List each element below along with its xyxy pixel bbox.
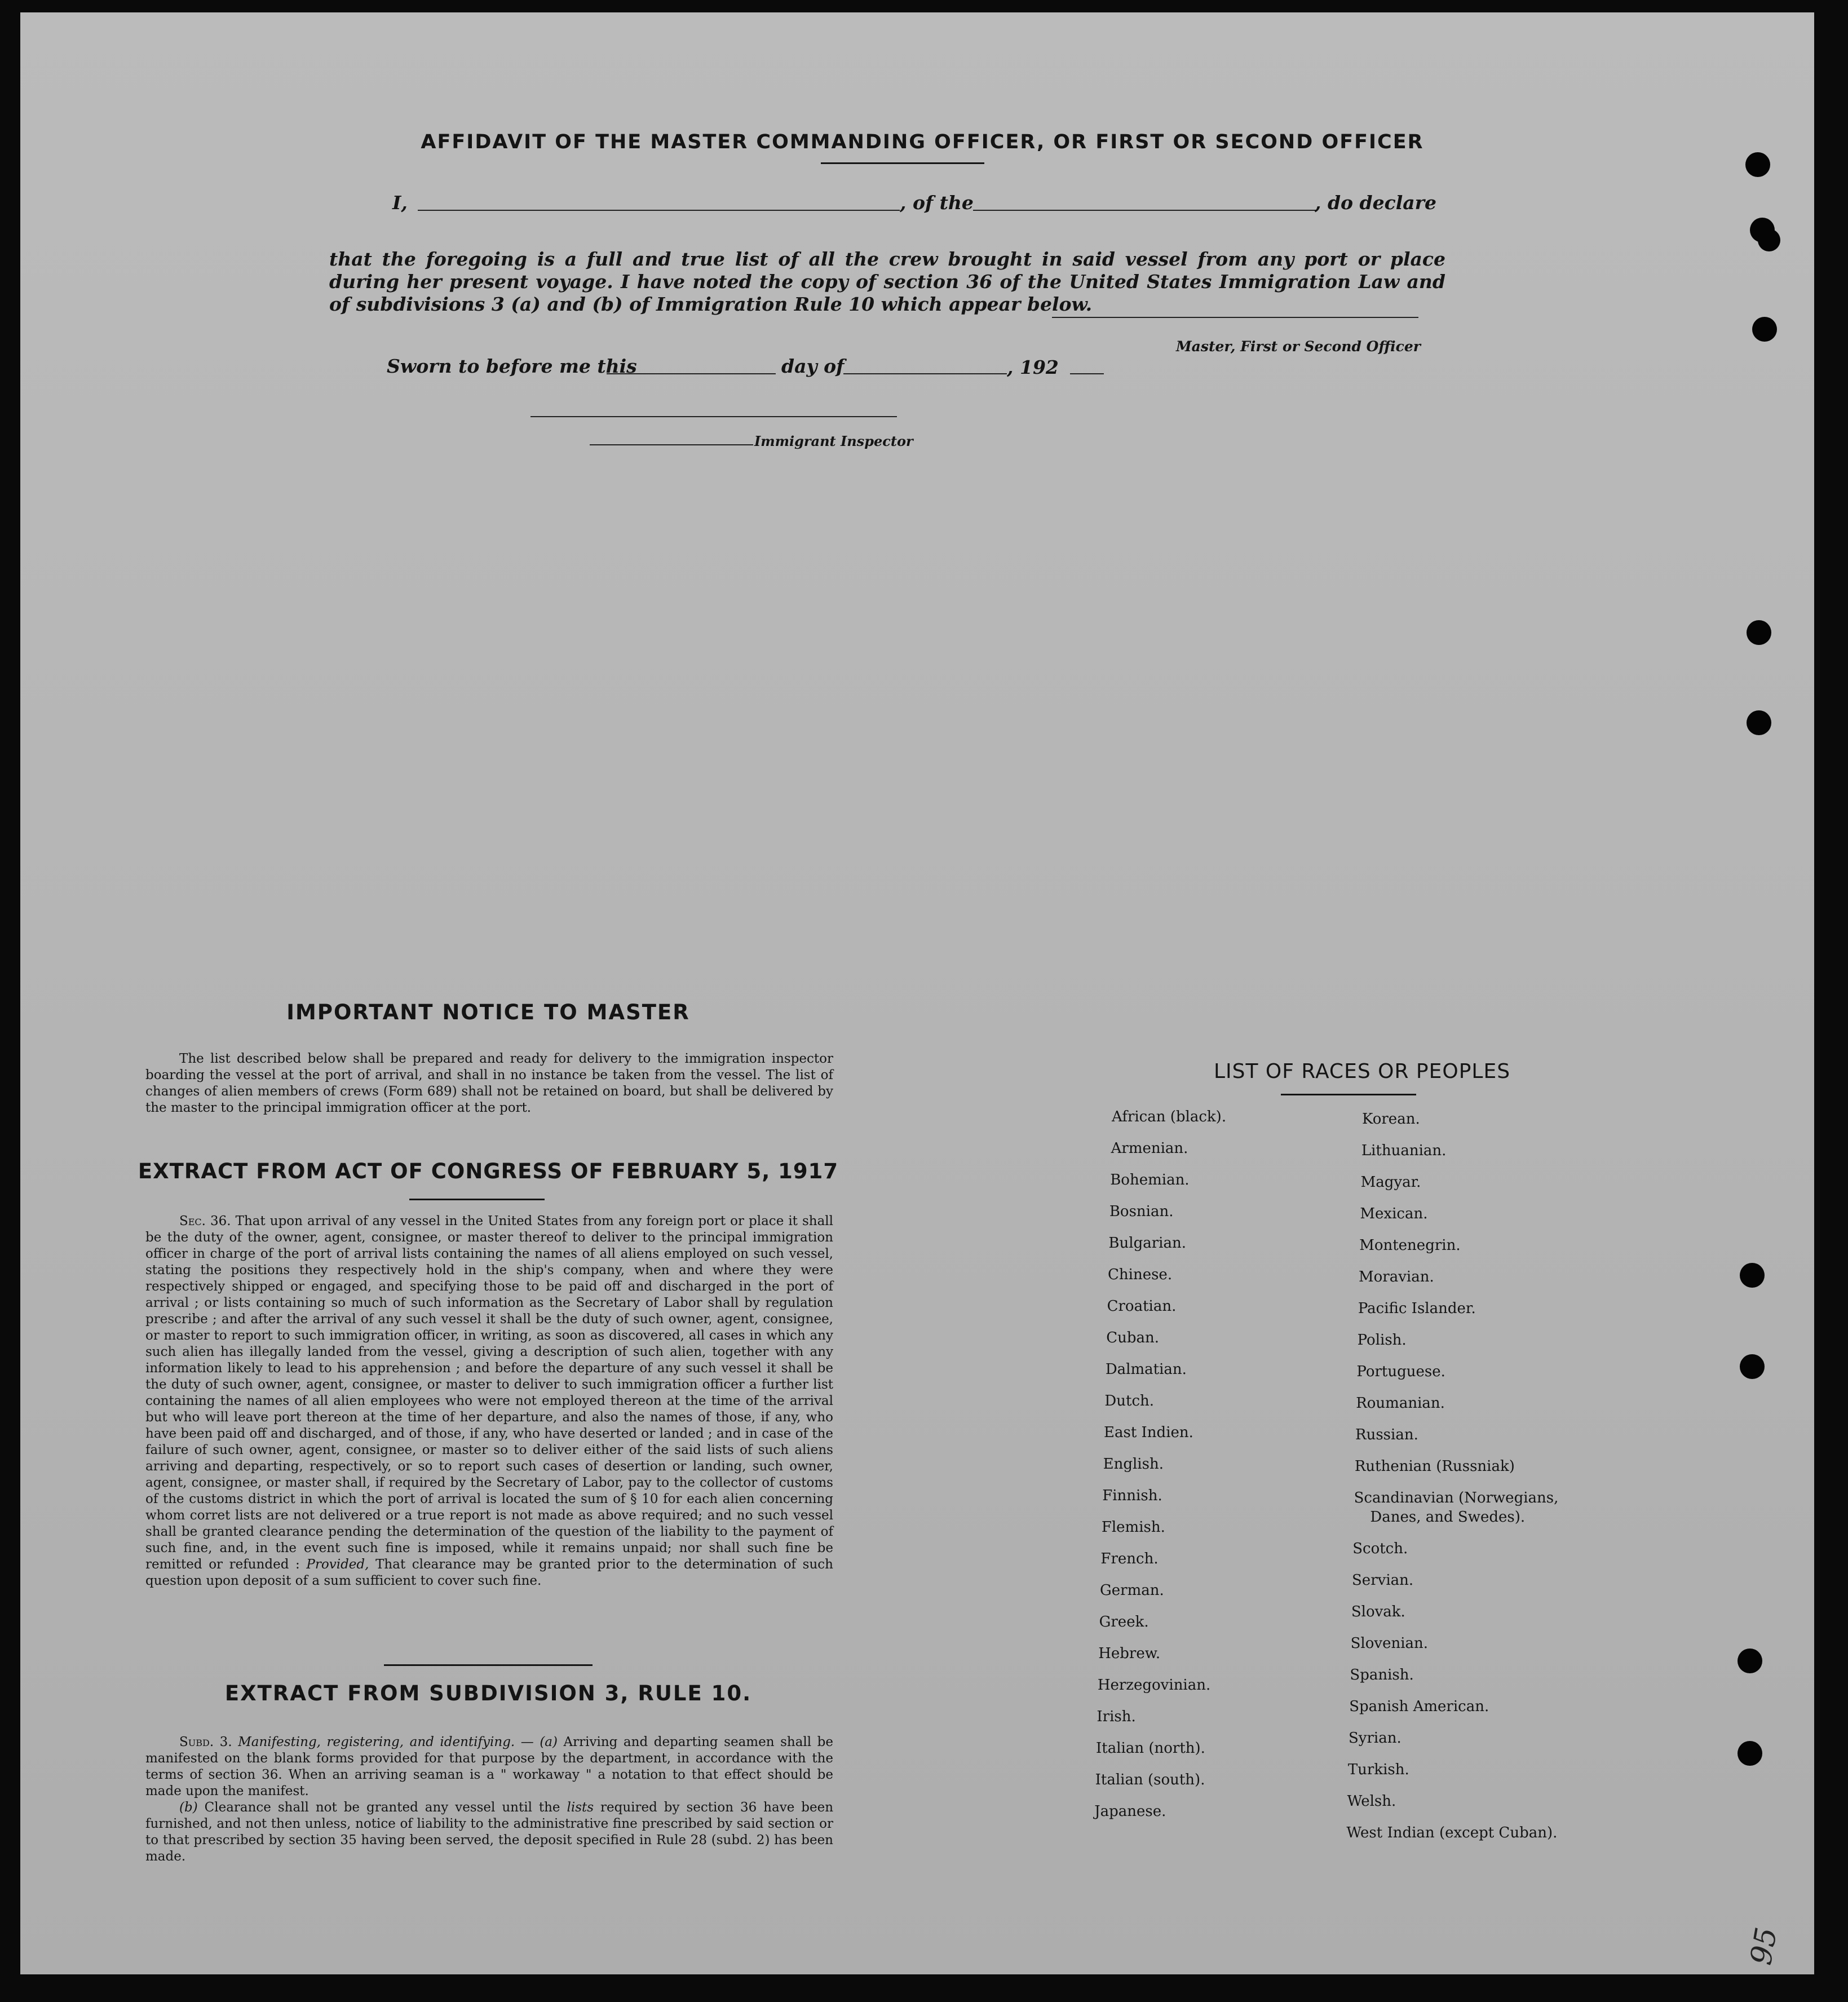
races-title: LIST OF RACES OR PEOPLES [1213, 1060, 1511, 1083]
binder-hole [1747, 710, 1771, 735]
officer-signature-label: Master, First or Second Officer [1176, 338, 1421, 355]
affidavit-title: AFFIDAVIT OF THE MASTER COMMANDING OFFICER, OR FIRST OR SECOND OFFICER [421, 131, 1424, 153]
race-item-right: Magyar. [1360, 1174, 1421, 1191]
act-extract-title: EXTRACT FROM ACT OF CONGRESS OF FEBRUARY 5, 1917 [138, 1159, 839, 1183]
sworn-label: Sworn to before me this [387, 355, 637, 377]
binder-hole [1738, 1741, 1762, 1766]
race-item-left: English. [1103, 1456, 1164, 1473]
race-item-right: Roumanian. [1356, 1395, 1445, 1412]
sworn-year-field[interactable] [1070, 373, 1104, 374]
race-item-right: Russian. [1355, 1426, 1418, 1443]
sec-36-label: Sec. 36. [179, 1214, 231, 1228]
race-item-right: Korean. [1362, 1111, 1420, 1128]
binder-hole [1745, 152, 1770, 177]
race-item-left: Croatian. [1107, 1298, 1177, 1315]
race-item-left: Dalmatian. [1105, 1361, 1187, 1378]
binder-hole [1752, 317, 1777, 342]
race-item-right: Spanish. [1350, 1667, 1414, 1683]
affidavit-body: that the foregoing is a full and true list of all the crew brought in said vessel from any port or place during her present voyage. I have noted the copy of section 36 of the United States Immigration Law and of subdivisions 3 (a) and (b) of Immigration Rule 10 which appear below. [329, 248, 1445, 315]
race-item-right: Montenegrin. [1359, 1237, 1461, 1254]
subd-3-label: Subd. 3. [179, 1735, 232, 1749]
part-a-label: — (a) [520, 1735, 558, 1749]
sworn-month-field[interactable] [843, 373, 1007, 374]
part-b-lists: lists [567, 1800, 594, 1815]
sworn-day-field[interactable] [607, 373, 776, 374]
race-item-right: Danes, and Swedes). [1370, 1509, 1526, 1526]
race-item-right: Pacific Islander. [1358, 1300, 1476, 1317]
part-a-text: Arriving and departing seamen shall be manifested on the blank forms provided for that purpose by the department, in accordance with the terms of section 36. When an arriving seaman is a " workaway " a notation to that effect should be made upon the manifest. [145, 1735, 833, 1798]
race-item-left: Flemish. [1101, 1519, 1165, 1536]
subd-3-a [145, 1734, 833, 1800]
race-item-left: African (black). [1112, 1108, 1227, 1125]
race-item-left: Irish. [1097, 1708, 1136, 1725]
binder-hole [1740, 1263, 1765, 1288]
affidavit-title-rule [821, 162, 984, 164]
rule-extract-title: EXTRACT FROM SUBDIVISION 3, RULE 10. [224, 1681, 752, 1705]
race-item-right: Lithuanian. [1361, 1142, 1447, 1159]
race-item-left: Bulgarian. [1108, 1235, 1186, 1252]
binder-hole [1738, 1649, 1762, 1673]
race-item-right: Slovenian. [1350, 1635, 1429, 1652]
part-b-text-2: required by section 36 have been furnished, and not then unless, notice of liability to the administrative fine prescribed by said section or to that prescribed by section 35 having been served, the deposit specified in Rule 28 (subd. 2) has been made. [145, 1800, 834, 1864]
race-item-left: Cuban. [1106, 1329, 1159, 1346]
race-item-right: Mexican. [1360, 1205, 1428, 1222]
race-item-left: Dutch. [1104, 1393, 1155, 1409]
rule-extract-body [145, 1734, 833, 1865]
race-item-right: Scotch. [1352, 1540, 1408, 1557]
race-item-left: Italian (south). [1095, 1771, 1205, 1788]
notice-paragraph: The list described below shall be prepared and ready for delivery to the immigration inspector boarding the vessel at the port of arrival, and shall in no instance be taken from the vessel. The list of changes of alien members of crews (Form 689) shall not be retained on board, but shall be delivered by the master to the principal immigration officer at the port. [145, 1051, 833, 1115]
race-item-left: Finnish. [1102, 1487, 1162, 1504]
race-item-left: Bosnian. [1109, 1203, 1174, 1220]
race-item-left: East Indien. [1104, 1424, 1193, 1441]
race-item-right: Welsh. [1347, 1793, 1396, 1810]
race-item-left: Herzegovinian. [1097, 1677, 1211, 1694]
binder-hole [1740, 1354, 1765, 1379]
subd-3-b [145, 1800, 833, 1865]
subd-3-heading: Manifesting, registering, and identifying. [238, 1735, 515, 1749]
race-item-right: Polish. [1357, 1332, 1407, 1349]
affidavit-i-label: I, [392, 192, 408, 214]
officer-signature-field[interactable] [1052, 317, 1418, 318]
vessel-name-field[interactable] [973, 210, 1317, 211]
part-b-label: (b) [179, 1800, 198, 1815]
notice-title: IMPORTANT NOTICE TO MASTER [286, 1000, 690, 1024]
part-b-text-1: Clearance shall not be granted any vessel until the [204, 1800, 560, 1815]
race-item-right: Slovak. [1351, 1603, 1405, 1620]
act-extract-end-rule [384, 1664, 593, 1666]
notice-body [145, 1051, 833, 1116]
race-item-left: German. [1100, 1582, 1164, 1599]
race-item-left: French. [1100, 1550, 1159, 1567]
race-item-left: Chinese. [1108, 1266, 1173, 1283]
sec-36-tail: That clearance may be granted prior to the determination of such question upon deposit of a sum sufficient to cover such fine. [145, 1557, 833, 1588]
race-item-left: Hebrew. [1098, 1645, 1161, 1662]
sec-36-text: That upon arrival of any vessel in the United States from any foreign port or place it shall be the duty of the owner, agent, consignee, or master thereof to deliver to the principal immigration officer in charge of the port of arrival lists containing the names of all aliens employed on such vessel, stating the positions they respectively hold in the ship's company, when and where they were respectively shipped or engaged, and specifying those to be paid off and discharged in the port of arrival ; or lists containing so much of such information as the Secretary of Labor shall by regulation prescribe ; and after the arrival of any such vessel it shall be the duty of such owner, agent, consignee, or master to report to such immigration officer, in writing, as soon as discovered, all cases in which any such alien has illegally landed from the vessel, giving a description of such alien, together with any information likely to lead to his apprehension ; and before the departure of any such vessel it shall be the duty of such owner, agent, consignee, or master to deliver to such immigration officer a further list containing the names of all alien employees who were not employed thereon at the time of the arrival but who will leave port thereon at the time of her departure, and also the names of those, if any, who have been paid off and discharged, and of those, if any, who have deserted or landed ; and in case of the failure of such owner, agent, consignee, or master so to deliver either of the said lists of such aliens arriving and departing, respectively, or so to report such cases of desertion or landing, such owner, agent, consignee, or master shall, if required by the Secretary of Labor, pay to the collector of customs of the customs district in which the port of arrival is located the sum of § 10 for each alien concerning whom corret lists are not delivered or a true report is not made as above required; and no such vessel shall be granted clearance pending the determination of the question of the liability to the payment of such fine, and, in the event such fine is imposed, while it remains unpaid; nor shall such fine be remitted or refunded : [145, 1214, 833, 1572]
inspector-label: Immigrant Inspector [754, 433, 913, 449]
race-item-right: Moravian. [1359, 1269, 1434, 1285]
race-item-right: Portuguese. [1356, 1363, 1445, 1380]
provided-word: Provided, [306, 1557, 369, 1572]
inspector-signature-field[interactable] [530, 416, 897, 417]
race-item-right: Servian. [1352, 1572, 1414, 1589]
race-item-right: Scandinavian (Norwegians, [1354, 1490, 1559, 1506]
act-extract-body [145, 1213, 833, 1589]
affidavit-declare-label: , do declare [1315, 192, 1437, 214]
race-item-left: Japanese. [1094, 1803, 1166, 1820]
race-item-right: Turkish. [1347, 1761, 1409, 1778]
races-title-rule [1281, 1094, 1416, 1095]
race-item-left: Armenian. [1111, 1140, 1188, 1157]
act-section-36 [145, 1213, 833, 1589]
inspector-name-field[interactable] [590, 444, 753, 445]
race-item-right: Syrian. [1349, 1730, 1402, 1747]
day-of-label: day of [781, 355, 845, 377]
race-item-right: Ruthenian (Russniak) [1354, 1458, 1515, 1475]
act-extract-rule [409, 1199, 545, 1200]
binder-hole [1758, 229, 1780, 251]
binder-hole [1747, 620, 1771, 645]
race-item-left: Bohemian. [1110, 1172, 1190, 1188]
page-mark: 95 [1744, 1925, 1784, 1968]
document-page [20, 12, 1814, 1974]
declarant-name-field[interactable] [418, 210, 900, 211]
race-item-right: Spanish American. [1349, 1698, 1489, 1715]
race-item-right: West Indian (except Cuban). [1346, 1824, 1558, 1841]
race-item-left: Greek. [1099, 1614, 1149, 1630]
affidavit-of-the-label: , of the [900, 192, 974, 214]
year-label: , 192 [1007, 356, 1059, 378]
race-item-left: Italian (north). [1096, 1740, 1205, 1757]
